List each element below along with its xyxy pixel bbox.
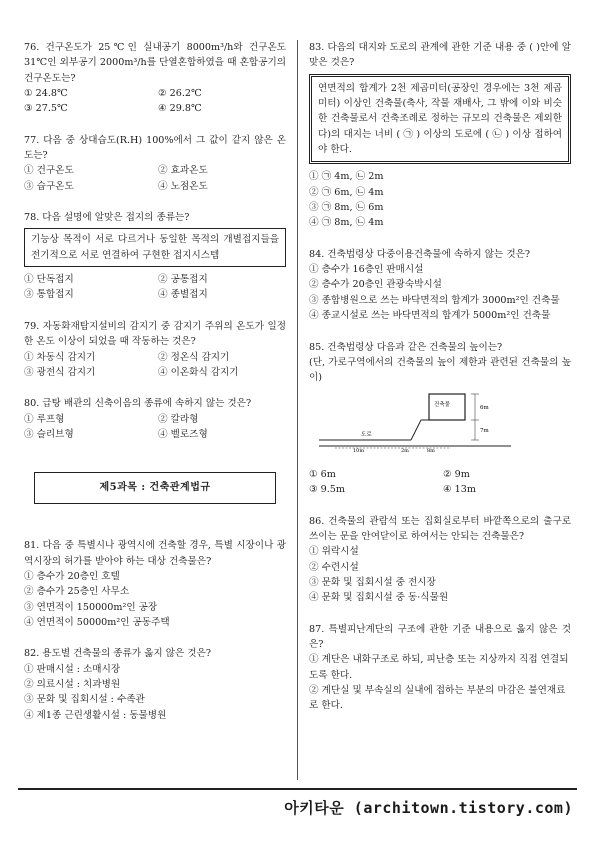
question-stem: 76. 건구온도가 25℃인 실내공기 8000m³/h와 건구온도 31℃인 외부공기 2000m³/h를 단열혼합하였을 때 혼합공기의 건구온도는? (24, 42, 286, 84)
question-stem: 85. 건축법령상 다음과 같은 건축물의 높이는? (309, 341, 503, 353)
options (309, 467, 571, 498)
question-80 (24, 396, 286, 442)
option-4[interactable]: ④ 노점온도 (158, 180, 208, 192)
options (24, 350, 286, 381)
option-2[interactable]: ② 9m (443, 468, 470, 480)
question-stem: 78. 다음 설명에 알맞은 접지의 종류는? (24, 212, 190, 224)
option-1[interactable]: ① 차동식 감지기 (24, 351, 96, 363)
question-stem: 81. 다음 중 특별시나 광역시에 건축할 경우, 특별 시장이나 광역시장의 허가를 받아야 하는 대상 건축물은? (24, 540, 286, 567)
option-4[interactable]: ④ 종별접지 (158, 289, 208, 301)
question-79 (24, 319, 286, 380)
question-81 (24, 538, 286, 630)
option-2[interactable]: ② 정온식 감지기 (158, 351, 230, 363)
option-3[interactable]: ③ ㉠ 8m, ㉡ 6m (309, 202, 384, 214)
height-upper-label: 6m (480, 404, 489, 411)
option-1[interactable]: ① 계단은 내화구조로 하되, 피난층 또는 지상까지 직접 연결되도록 한다. (309, 654, 569, 681)
right-column (309, 40, 571, 730)
option-3[interactable]: ③ 문화 및 집회시설 중 전시장 (309, 576, 436, 588)
option-2[interactable]: ② 칼라형 (158, 413, 199, 425)
question-stem: 80. 급탕 배관의 신축이음의 종류에 속하지 않는 것은? (24, 398, 252, 410)
option-1[interactable]: ① ㉠ 4m, ㉡ 2m (309, 171, 384, 183)
question-stem: 87. 특별피난계단의 구조에 관한 기준 내용으로 옳지 않은 것은? (309, 623, 571, 650)
option-2[interactable]: ② 층수가 20층인 관광숙박시설 (309, 279, 442, 291)
options (24, 272, 286, 303)
option-3[interactable]: ③ 통합접지 (24, 289, 74, 301)
option-4[interactable]: ④ 13m (443, 484, 476, 496)
option-1[interactable]: ① 루프형 (24, 413, 65, 425)
question-78 (24, 210, 286, 303)
option-3[interactable]: ③ 9.5m (309, 484, 346, 496)
left-column (24, 40, 286, 739)
options (309, 262, 571, 323)
question-stem: 79. 자동화재탐지설비의 감지기 중 감지기 주위의 온도가 일정한 온도 이상이 되었을 때 작동하는 것은? (24, 320, 286, 348)
option-4[interactable]: ④ 종교시설로 쓰는 바닥면적의 합계가 5000m²인 건축물 (309, 310, 551, 322)
option-4[interactable]: ④ 연면적이 50000m²인 공동주택 (24, 616, 170, 628)
option-4[interactable]: ④ 문화 및 집회시설 중 동·식물원 (309, 592, 449, 604)
option-3[interactable]: ③ 문화 및 집회시설 : 수족관 (24, 694, 145, 706)
height-lower-label: 7m (480, 427, 489, 434)
option-1[interactable]: ① 위락시설 (309, 546, 359, 558)
option-2[interactable]: ② 수련시설 (309, 561, 359, 573)
options (24, 86, 286, 117)
option-3[interactable]: ③ 습구온도 (24, 180, 74, 192)
question-stem: 77. 다음 중 상대습도(R.H) 100%에서 그 값이 같지 않은 온도는? (24, 134, 286, 162)
question-stem: 84. 건축법령상 다중이용건축물에 속하지 않는 것은? (309, 248, 530, 260)
option-2[interactable]: ② 층수가 25층인 사무소 (24, 586, 130, 598)
question-84 (309, 247, 571, 324)
options (24, 662, 286, 723)
section-title: 제5과목 : 건축관계법규 (34, 472, 276, 504)
building-label: 건축물 (434, 401, 450, 408)
column-divider (297, 40, 298, 780)
question-76 (24, 40, 286, 117)
option-4[interactable]: ④ ㉠ 8m, ㉡ 4m (309, 217, 384, 229)
offset-label: 2m (401, 447, 409, 454)
option-2[interactable]: ② 의료시설 : 치과병원 (24, 678, 121, 690)
question-stem: 86. 건축물의 관람석 또는 집회실로부터 바깥쪽으로의 출구로 쓰이는 문을 안여닫이로 하여서는 안되는 건축물은? (309, 515, 571, 542)
building-height-figure (315, 390, 571, 461)
footer-site-name: 아키타운 (architown.tistory.com) (284, 799, 573, 817)
options (309, 544, 571, 605)
option-2[interactable]: ② ㉠ 6m, ㉡ 4m (309, 186, 384, 198)
option-2[interactable]: ② 공통접지 (158, 274, 208, 286)
option-1[interactable]: ① 층수가 16층인 판매시설 (309, 264, 424, 276)
building-diagram (315, 390, 515, 456)
question-stem: 83. 다음의 대지와 도로의 관계에 관한 기준 내용 중 ( )안에 알맞은 것은? (309, 42, 571, 69)
options (24, 412, 286, 443)
options (24, 569, 286, 630)
option-1[interactable]: ① 24.8℃ (24, 88, 68, 100)
option-4[interactable]: ④ 이온화식 감지기 (158, 366, 239, 378)
question-stem: 82. 용도별 건축물의 종류가 옳지 않은 것은? (24, 648, 211, 660)
footer-rule (18, 788, 577, 790)
option-1[interactable]: ① 단독접지 (24, 274, 74, 286)
description-box: 연면적의 합계가 2천 제곱미터(공장인 경우에는 3천 제곱미터) 이상인 건축물(축사, 작물 재배사, 그 밖에 이와 비슷한 건축물로서 건축조례로 정하는 규모의 건축물은 제외한다)의 대지는 너비 ( ㉠ ) 이상의 도로에 ( ㉡ ) 이상 접하여야 한다. (309, 74, 571, 165)
description-box: 기능상 목적이 서로 다르거나 동일한 목적의 개별접지들을 전기적으로 서로 연결하여 구현한 접지시스템 (24, 228, 286, 267)
question-87 (309, 622, 571, 714)
option-1[interactable]: ① 건구온도 (24, 165, 74, 177)
question-85 (309, 340, 571, 498)
option-1[interactable]: ① 판매시설 : 소매시장 (24, 663, 121, 675)
options (309, 652, 571, 713)
road-label: 도로 (361, 431, 372, 438)
question-86 (309, 514, 571, 606)
option-1[interactable]: ① 6m (309, 468, 336, 480)
options (24, 163, 286, 194)
option-3[interactable]: ③ 연면적이 150000m²인 공장 (24, 601, 158, 613)
option-3[interactable]: ③ 광전식 감지기 (24, 366, 96, 378)
question-83 (309, 40, 571, 231)
options (309, 169, 571, 230)
question-note: (단, 가로구역에서의 건축물의 높이 제한과 관련된 건축물의 높이) (309, 356, 571, 384)
option-4[interactable]: ④ 29.8℃ (158, 103, 202, 115)
question-77 (24, 133, 286, 194)
option-3[interactable]: ③ 27.5℃ (24, 103, 68, 115)
option-3[interactable]: ③ 슬리브형 (24, 428, 74, 440)
slope-line (411, 420, 421, 440)
option-2[interactable]: ② 26.2℃ (158, 88, 202, 100)
option-3[interactable]: ③ 종합병원으로 쓰는 바닥면적의 합계가 3000m²인 건축물 (309, 294, 560, 306)
option-2[interactable]: ② 계단실 및 부속실의 실내에 접하는 부분의 마감은 불연재료로 한다. (309, 685, 566, 712)
road-width-label: 10m (353, 447, 365, 454)
question-82 (24, 646, 286, 723)
site-depth-label: 8m (427, 447, 435, 454)
option-4[interactable]: ④ 제1종 근린생활시설 : 동물병원 (24, 709, 167, 721)
option-4[interactable]: ④ 벨로즈형 (158, 428, 208, 440)
option-2[interactable]: ② 효과온도 (158, 165, 208, 177)
option-1[interactable]: ① 층수가 20층인 호텔 (24, 570, 120, 582)
